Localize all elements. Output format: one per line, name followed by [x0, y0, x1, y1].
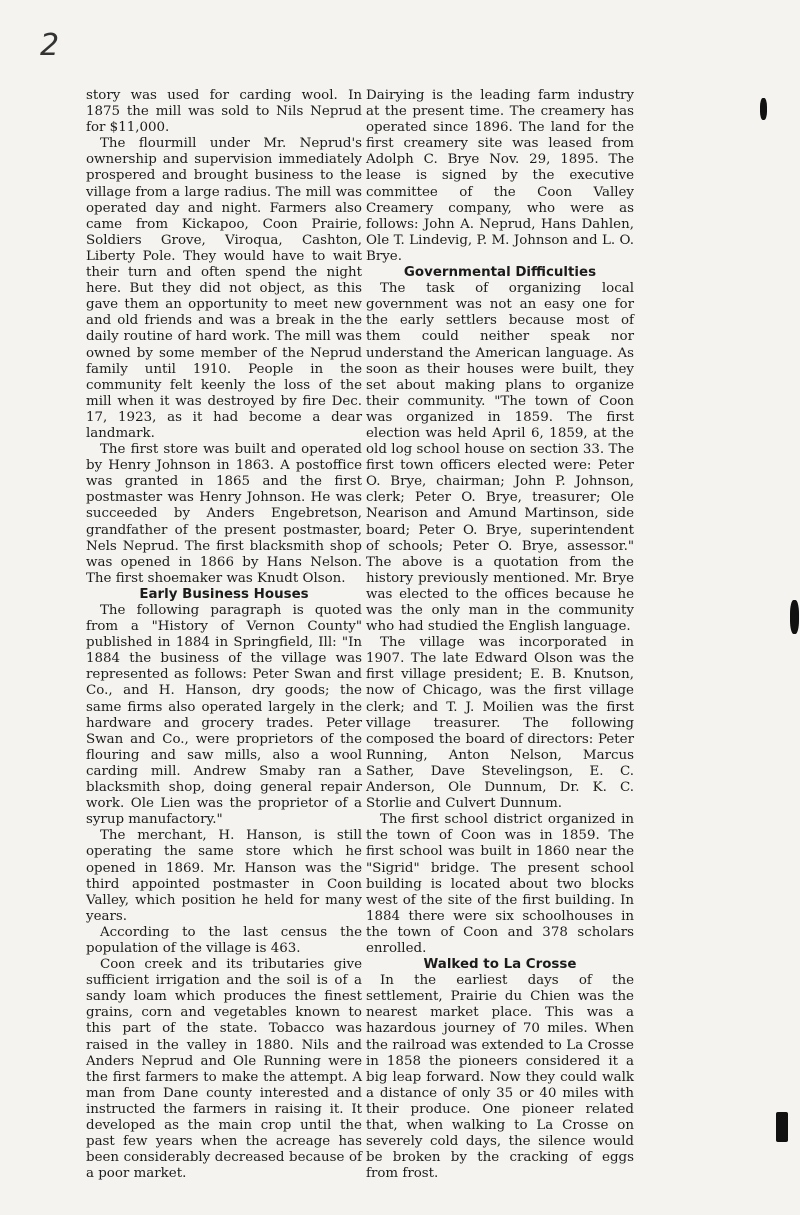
section-heading: Walked to La Crosse [423, 957, 577, 973]
scan-mark [790, 600, 799, 634]
scan-mark [776, 1112, 788, 1142]
paragraph: The task of organizing local government was not an easy one for the early settlers because most of them could neither speak nor understand the American language. As soon as their houses were built, they set about making plans to organize their community. "The town of Coon was organized in 1859. The first election was held April 6, 1859, at the old log school house on section 33. The first town officers elected were: Peter O. Brye, chairman; John P. Johnson, clerk; Peter O. Brye, treasurer; Ole Nearison and Amund Martinson, side board; Peter O. Brye, superintendent of schools; Peter O. Brye, assessor." The above is a quotation from the history previously mentioned. Mr. Brye was elected to the offices because he was the only man in the community who had studied the English language. [366, 281, 634, 635]
section-heading: Early Business Houses [139, 586, 309, 602]
paragraph: The village was incorporated in 1907. The late Edward Olson was the first village president; E. B. Knutson, now of Chicago, was the first village clerk; and T. J. Moilien was the first village treasurer. The following composed the board of directors: Peter Running, Anton Nelson, Marcus Sather, Dave Stevelingson, E. C. Anderson, Ole Dunnum, Dr. K. C. Storlie and Culvert Dunnum. [366, 635, 634, 812]
right-column [366, 88, 634, 1182]
scan-mark [760, 98, 767, 120]
left-column [86, 88, 362, 1182]
paragraph: The flourmill under Mr. Neprud's ownership and supervision immediately prospered and brought business to the village from a large radius. The mill was operated day and night. Farmers also came from Kickapoo, Coon Prairie, Soldiers Grove, Viroqua, Cashton, Liberty Pole. They would have to wait their turn and often spend the night here. But they did not object, as this gave them an opportunity to meet new and old friends and was a break in the daily routine of hard work. The mill was owned by some member of the Neprud family until 1910. People in the community felt keenly the loss of the mill when it was destroyed by fire Dec. 17, 1923, as it had become a dear landmark. [86, 136, 362, 441]
paragraph: In the earliest days of the settlement, Prairie du Chien was the nearest market place. This was a hazardous journey of 70 miles. When the railroad was extended to La Crosse in 1858 the pioneers considered it a big leap forward. Now they could walk a distance of only 35 or 40 miles with their produce. One pioneer related that, when walking to La Crosse on severely cold days, the silence would be broken by the cracking of eggs from frost. [366, 973, 634, 1182]
paragraph: Dairying is the leading farm industry at the present time. The creamery has operated since 1896. The land for the first creamery site was leased from Adolph C. Brye Nov. 29, 1895. The lease is signed by the executive committee of the Coon Valley Creamery company, who were as follows: John A. Neprud, Hans Dahlen, Ole T. Lindevig, P. M. Johnson and L. O. Brye. [366, 88, 634, 264]
section-heading: Governmental Difficulties [403, 265, 597, 281]
paragraph: story was used for carding wool. In 1875 the mill was sold to Nils Neprud for $11,000. [86, 88, 362, 136]
paragraph: Coon creek and its tributaries give sufficient irrigation and the soil is of a sandy loam which produces the finest grains, corn and vegetables known to this part of the state. Tobacco was raised in the valley in 1880. Nils and Anders Neprud and Ole Running were the first farmers to make the attempt. A man from Dane county interested and instructed the farmers in raising it. It developed as the main crop until the past few years when the acreage has been considerably decreased because of a poor market. [86, 957, 362, 1182]
page-number: 2 [40, 28, 60, 63]
paragraph: The following paragraph is quoted from a "History of Vernon County" published in 1884 in Springfield, Ill: "In 1884 the business of the village was represented as follows: Peter Swan and Co., and H. Hanson, dry goods; the same firms also operated largely in the hardware and grocery trades. Peter Swan and Co., were proprietors of the flouring and saw mills, also a wool carding mill. Andrew Smaby ran a blacksmith shop, doing general repair work. Ole Lien was the proprietor of a syrup manufactory." [86, 603, 362, 828]
paragraph: The first school district organized in the town of Coon was in 1859. The first school was built in 1860 near the "Sigrid" bridge. The present school building is located about two blocks west of the site of the first building. In 1884 there were six schoolhouses in the town of Coon and 378 scholars enrolled. [366, 812, 634, 956]
paragraph: According to the last census the population of the village is 463. [86, 924, 362, 956]
paragraph: The merchant, H. Hanson, is still operating the same store which he opened in 1869. Mr. Hanson was the third appointed postmaster in Coon Valley, which position he held for many years. [86, 828, 362, 924]
paragraph: The first store was built and operated by Henry Johnson in 1863. A postoffice was granted in 1865 and the first postmaster was Henry Johnson. He was succeeded by Anders Engebretson, grandfather of the present postmaster, Nels Neprud. The first blacksmith shop was opened in 1866 by Hans Nelson. The first shoemaker was Knudt Olson. [86, 442, 362, 586]
